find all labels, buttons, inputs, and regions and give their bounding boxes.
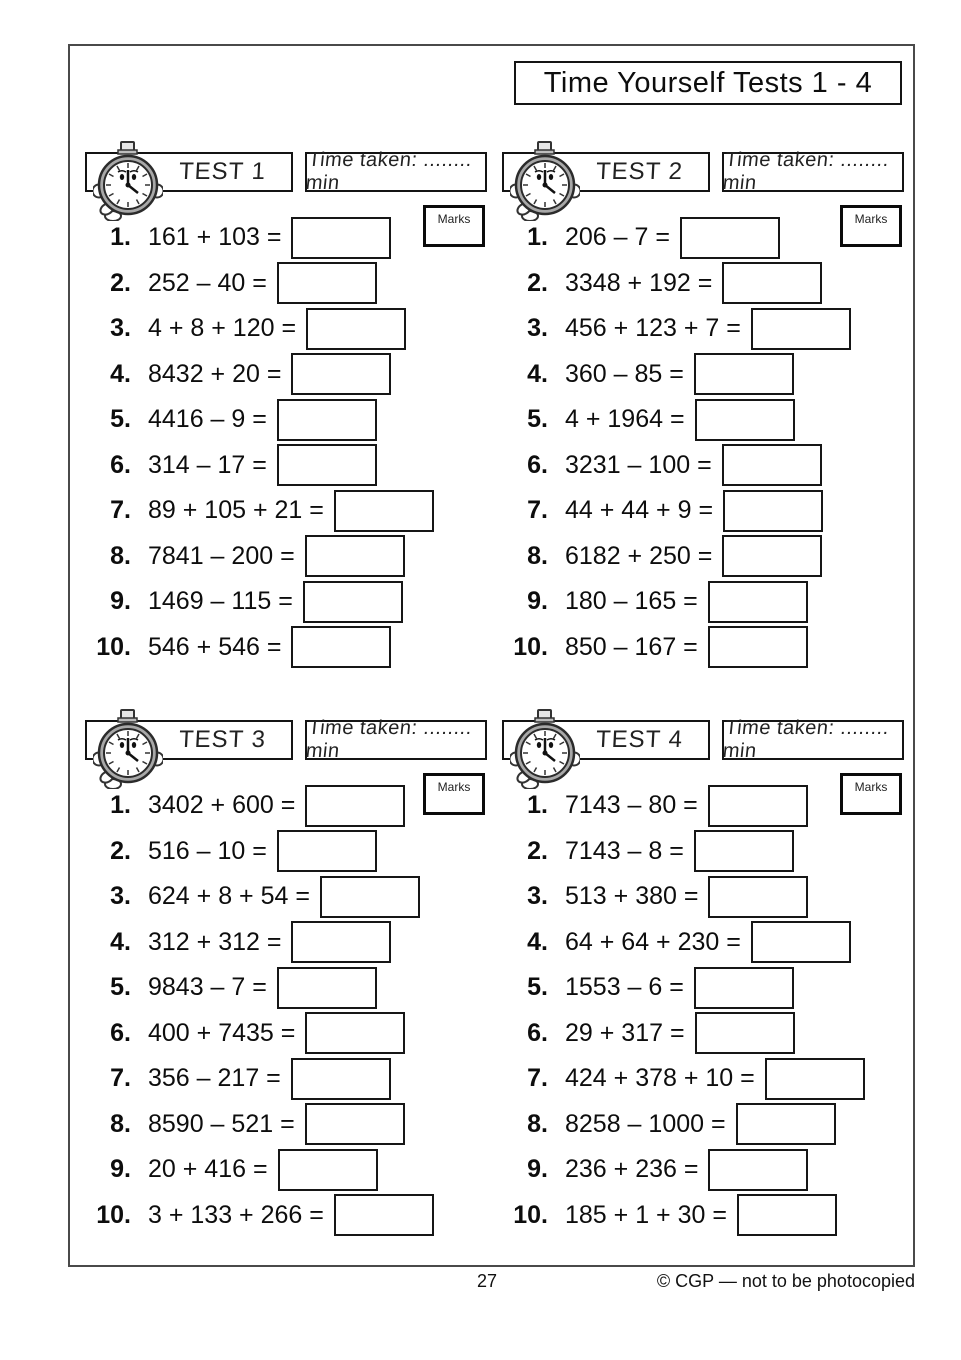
question-expression: 456 + 123 + 7 =	[565, 314, 741, 343]
question-expression: 513 + 380 =	[565, 882, 699, 911]
question-expression: 7143 – 8 =	[565, 836, 684, 865]
answer-box[interactable]	[278, 1149, 378, 1191]
question-number: 3.	[527, 882, 548, 911]
question-row	[502, 965, 904, 1011]
question-expression: 850 – 167 =	[565, 632, 698, 661]
question-number: 8.	[527, 541, 548, 570]
question-number: 6.	[110, 1018, 131, 1047]
marks-label: Marks	[854, 212, 888, 226]
question-number: 7.	[110, 496, 131, 525]
question-expression: 161 + 103 =	[148, 223, 282, 252]
question-expression: 4 + 8 + 120 =	[148, 314, 297, 343]
copyright-text: © CGP — not to be photocopied	[656, 1271, 915, 1291]
question-number: 10.	[513, 632, 548, 661]
page-title-box	[514, 61, 902, 105]
answer-box[interactable]	[751, 921, 851, 963]
time-taken-box[interactable]	[304, 149, 487, 194]
answer-box[interactable]	[277, 399, 377, 441]
time-taken-box[interactable]	[304, 717, 487, 762]
question-row	[85, 625, 487, 671]
marks-box[interactable]	[423, 205, 485, 247]
question-number: 8.	[110, 541, 131, 570]
question-number: 9.	[527, 1155, 548, 1184]
question-row	[502, 352, 904, 398]
question-expression: 516 – 10 =	[148, 836, 267, 865]
answer-box[interactable]	[291, 626, 391, 668]
question-expression: 400 + 7435 =	[148, 1018, 296, 1047]
answer-box[interactable]	[680, 217, 780, 259]
question-expression: 64 + 64 + 230 =	[565, 927, 741, 956]
question-expression: 356 – 217 =	[148, 1064, 281, 1093]
question-number: 1.	[527, 223, 548, 252]
answer-box[interactable]	[277, 444, 377, 486]
question-row	[85, 1011, 487, 1057]
question-number: 9.	[527, 587, 548, 616]
answer-box[interactable]	[303, 581, 403, 623]
time-taken-label: Time taken: ........ min	[721, 717, 891, 762]
answer-box[interactable]	[708, 785, 808, 827]
question-expression: 20 + 416 =	[148, 1155, 268, 1184]
question-expression: 3402 + 600 =	[148, 791, 296, 820]
question-row	[85, 874, 487, 920]
question-number: 7.	[527, 1064, 548, 1093]
question-row	[85, 397, 487, 443]
question-expression: 180 – 165 =	[565, 587, 698, 616]
answer-box[interactable]	[722, 262, 822, 304]
question-expression: 624 + 8 + 54 =	[148, 882, 310, 911]
question-row	[85, 1056, 487, 1102]
time-taken-box[interactable]	[721, 717, 904, 762]
answer-box[interactable]	[694, 353, 794, 395]
answer-box[interactable]	[334, 490, 434, 532]
answer-box[interactable]	[277, 830, 377, 872]
answer-box[interactable]	[291, 217, 391, 259]
question-expression: 9843 – 7 =	[148, 973, 267, 1002]
page-frame	[68, 44, 915, 1267]
question-number: 10.	[513, 1200, 548, 1229]
question-number: 2.	[110, 268, 131, 297]
test-name: TEST 4	[595, 726, 685, 753]
answer-box[interactable]	[708, 581, 808, 623]
answer-box[interactable]	[291, 353, 391, 395]
question-expression: 8590 – 521 =	[148, 1109, 295, 1138]
question-expression: 236 + 236 =	[565, 1155, 699, 1184]
question-number: 3.	[527, 314, 548, 343]
question-row	[85, 920, 487, 966]
answer-box[interactable]	[305, 1012, 405, 1054]
question-row	[85, 829, 487, 875]
question-number: 4.	[110, 927, 131, 956]
answer-box[interactable]	[765, 1058, 865, 1100]
question-number: 7.	[527, 496, 548, 525]
question-expression: 8432 + 20 =	[148, 359, 282, 388]
answer-box[interactable]	[695, 1012, 795, 1054]
test-block-2	[502, 149, 904, 687]
question-number: 1.	[527, 791, 548, 820]
question-expression: 6182 + 250 =	[565, 541, 713, 570]
question-list	[502, 783, 904, 1238]
answer-box[interactable]	[737, 1194, 837, 1236]
question-expression: 4416 – 9 =	[148, 405, 267, 434]
question-expression: 4 + 1964 =	[565, 405, 685, 434]
question-expression: 252 – 40 =	[148, 268, 267, 297]
question-number: 2.	[527, 836, 548, 865]
time-taken-label: Time taken: ........ min	[304, 149, 474, 194]
marks-label: Marks	[854, 780, 888, 794]
time-taken-label: Time taken: ........ min	[304, 717, 474, 762]
question-expression: 3 + 133 + 266 =	[148, 1200, 324, 1229]
question-number: 2.	[110, 836, 131, 865]
question-expression: 7841 – 200 =	[148, 541, 295, 570]
question-row	[502, 261, 904, 307]
question-row	[502, 397, 904, 443]
answer-box[interactable]	[306, 308, 406, 350]
marks-label: Marks	[437, 780, 471, 794]
answer-box[interactable]	[320, 876, 420, 918]
answer-box[interactable]	[736, 1103, 836, 1145]
question-number: 2.	[527, 268, 548, 297]
question-number: 1.	[110, 223, 131, 252]
answer-box[interactable]	[334, 1194, 434, 1236]
question-expression: 312 + 312 =	[148, 927, 282, 956]
question-row	[502, 1102, 904, 1148]
question-row	[85, 352, 487, 398]
question-expression: 29 + 317 =	[565, 1018, 685, 1047]
question-number: 5.	[110, 973, 131, 1002]
question-number: 7.	[110, 1064, 131, 1093]
answer-box[interactable]	[694, 967, 794, 1009]
answer-box[interactable]	[305, 785, 405, 827]
question-expression: 546 + 546 =	[148, 632, 282, 661]
test-block-3	[85, 717, 487, 1255]
question-row	[85, 1102, 487, 1148]
stopwatch-icon	[93, 141, 163, 221]
question-number: 5.	[110, 405, 131, 434]
question-row	[85, 488, 487, 534]
question-number: 6.	[110, 450, 131, 479]
question-expression: 8258 – 1000 =	[565, 1109, 726, 1138]
question-row	[502, 534, 904, 580]
question-row	[85, 443, 487, 489]
question-row	[85, 965, 487, 1011]
question-row	[502, 488, 904, 534]
answer-box[interactable]	[694, 830, 794, 872]
question-number: 10.	[96, 1200, 131, 1229]
marks-label: Marks	[437, 212, 471, 226]
question-number: 3.	[110, 882, 131, 911]
page-title: Time Yourself Tests 1 - 4	[543, 66, 873, 99]
question-row	[502, 1193, 904, 1239]
answer-box[interactable]	[305, 1103, 405, 1145]
question-row	[502, 579, 904, 625]
question-number: 6.	[527, 1018, 548, 1047]
question-list	[85, 215, 487, 670]
question-number: 6.	[527, 450, 548, 479]
answer-box[interactable]	[751, 308, 851, 350]
question-number: 10.	[96, 632, 131, 661]
question-expression: 1469 – 115 =	[148, 587, 293, 616]
test-block-4	[502, 717, 904, 1255]
stopwatch-icon	[510, 141, 580, 221]
question-expression: 360 – 85 =	[565, 359, 684, 388]
question-number: 8.	[527, 1109, 548, 1138]
question-row	[502, 829, 904, 875]
stopwatch-icon	[93, 709, 163, 789]
question-row	[502, 1011, 904, 1057]
answer-box[interactable]	[291, 921, 391, 963]
answer-box[interactable]	[708, 876, 808, 918]
question-row	[85, 579, 487, 625]
test-name: TEST 3	[178, 726, 268, 753]
question-expression: 3348 + 192 =	[565, 268, 713, 297]
answer-box[interactable]	[708, 1149, 808, 1191]
question-row	[502, 443, 904, 489]
question-row	[85, 306, 487, 352]
question-row	[502, 920, 904, 966]
question-row	[85, 261, 487, 307]
question-expression: 185 + 1 + 30 =	[565, 1200, 727, 1229]
marks-box[interactable]	[840, 773, 902, 815]
question-row	[502, 1147, 904, 1193]
question-expression: 3231 – 100 =	[565, 450, 712, 479]
test-name: TEST 2	[595, 158, 685, 185]
question-row	[85, 1193, 487, 1239]
question-expression: 314 – 17 =	[148, 450, 267, 479]
question-number: 1.	[110, 791, 131, 820]
question-number: 3.	[110, 314, 131, 343]
question-expression: 89 + 105 + 21 =	[148, 496, 324, 525]
test-block-1	[85, 149, 487, 687]
question-number: 5.	[527, 973, 548, 1002]
marks-box[interactable]	[840, 205, 902, 247]
answer-box[interactable]	[291, 1058, 391, 1100]
question-expression: 44 + 44 + 9 =	[565, 496, 714, 525]
question-number: 4.	[527, 359, 548, 388]
marks-box[interactable]	[423, 773, 485, 815]
question-number: 5.	[527, 405, 548, 434]
question-number: 9.	[110, 587, 131, 616]
page-number: 27	[477, 1271, 498, 1291]
question-expression: 1553 – 6 =	[565, 973, 684, 1002]
question-list	[85, 783, 487, 1238]
question-row	[502, 874, 904, 920]
answer-box[interactable]	[708, 626, 808, 668]
question-list	[502, 215, 904, 670]
question-row	[85, 534, 487, 580]
question-row	[85, 1147, 487, 1193]
question-number: 9.	[110, 1155, 131, 1184]
answer-box[interactable]	[722, 444, 822, 486]
answer-box[interactable]	[305, 535, 405, 577]
question-row	[502, 306, 904, 352]
question-number: 4.	[527, 927, 548, 956]
question-expression: 7143 – 80 =	[565, 791, 698, 820]
question-expression: 206 – 7 =	[565, 223, 670, 252]
time-taken-label: Time taken: ........ min	[721, 149, 891, 194]
question-expression: 424 + 378 + 10 =	[565, 1064, 755, 1093]
question-row	[502, 1056, 904, 1102]
test-name: TEST 1	[178, 158, 268, 185]
answer-box[interactable]	[277, 967, 377, 1009]
question-row	[502, 625, 904, 671]
time-taken-box[interactable]	[721, 149, 904, 194]
answer-box[interactable]	[695, 399, 795, 441]
answer-box[interactable]	[277, 262, 377, 304]
stopwatch-icon	[510, 709, 580, 789]
question-number: 8.	[110, 1109, 131, 1138]
question-number: 4.	[110, 359, 131, 388]
answer-box[interactable]	[722, 535, 822, 577]
answer-box[interactable]	[723, 490, 823, 532]
